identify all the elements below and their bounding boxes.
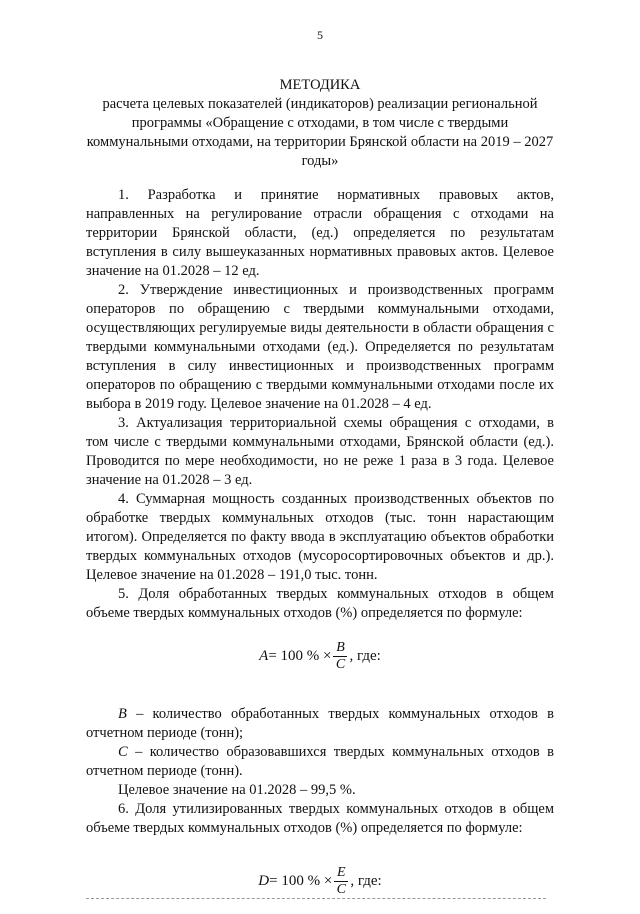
page-number: 5 xyxy=(317,28,323,42)
formula-1-fraction xyxy=(333,640,347,673)
definition-c-symbol: C xyxy=(118,744,128,760)
definition-b-text: – количество обработанных твердых коммунальных отходов в отчетном периоде (тонн); xyxy=(86,706,554,741)
formula-1-eq: = 100 % × xyxy=(268,647,332,664)
formula-2-tail: , где: xyxy=(350,872,382,889)
formula-2-lhs: D xyxy=(258,872,270,889)
formula-1-tail: , где: xyxy=(349,647,381,664)
definition-c-text: – количество образовавшихся твердых коммунальных отходов в отчетном периоде (тонн). xyxy=(86,744,554,779)
formula-1-denominator: C xyxy=(335,656,346,672)
paragraph-6: 6. Доля утилизированных твердых коммунальных отходов в общем объеме твердых коммунальных отходов (%) определяется по формуле: xyxy=(86,801,554,836)
scan-edge-line xyxy=(86,898,546,900)
paragraph-5: 5. Доля обработанных твердых коммунальных отходов в общем объеме твердых коммунальных отходов (%) определяется по формуле: xyxy=(86,586,554,621)
definition-b-symbol: B xyxy=(118,706,127,722)
formula-1 xyxy=(86,623,554,689)
paragraph-3: 3. Актуализация территориальной схемы обращения с отходами, в том числе с твердыми коммунальными отходами, Брянской области (ед.). Проводится по мере необходимости, но не реже 1 раза в 3 года. Целевое значение на 01.2028 – 3 ед. xyxy=(86,415,554,488)
paragraph-1: 1. Разработка и принятие нормативных правовых актов, направленных на регулирование отрасли обращения с отходами на территории Брянской области, (ед.) определяется по результатам вступления в силу вышеуказанных нормативных правовых актов. Целевое значение на 01.2028 – 12 ед. xyxy=(86,187,554,279)
formula-2-numerator: E xyxy=(337,864,346,880)
formula-2-denominator: C xyxy=(336,881,346,897)
formula-2 xyxy=(86,848,554,914)
document-subtitle: расчета целевых показателей (индикаторов) реализации региональной программы «Обращение с отходами, в том числе с твердыми коммунальными отходами, на территории Брянской области на 2019 – 2027 годы» xyxy=(86,96,554,169)
paragraph-4: 4. Суммарная мощность созданных производственных объектов по обработке твердых коммунальных отходов (тыс. тонн нарастающим итогом). Определяется по факту ввода в эксплуатацию объектов обработки твердых коммунальных отходов (мусоросортировочных объектов и др.). Целевое значение на 01.2028 – 191,0 тыс. тонн. xyxy=(86,491,554,583)
formula-1-numerator: B xyxy=(336,639,345,655)
definition-c xyxy=(86,743,554,781)
formula-2-fraction xyxy=(334,865,348,898)
paragraph-2: 2. Утверждение инвестиционных и производственных программ операторов по обращению с твердыми коммунальными отходами, осуществляющих регулируемые виды деятельности в области обращения с твердыми коммунальными отходами (ед.). Определяется по результатам вступления в силу инвестиционных и производственных программ операторов по обращению с твердыми коммунальными отходами после их выбора в 2019 году. Целевое значение на 01.2028 – 4 ед. xyxy=(86,282,554,412)
formula-2-eq: = 100 % × xyxy=(269,872,333,889)
document-title: МЕТОДИКА xyxy=(279,77,361,93)
document-body xyxy=(86,186,554,914)
definition-b xyxy=(86,705,554,743)
target-value-5: Целевое значение на 01.2028 – 99,5 %. xyxy=(118,782,356,798)
formula-1-lhs: A xyxy=(259,647,269,664)
